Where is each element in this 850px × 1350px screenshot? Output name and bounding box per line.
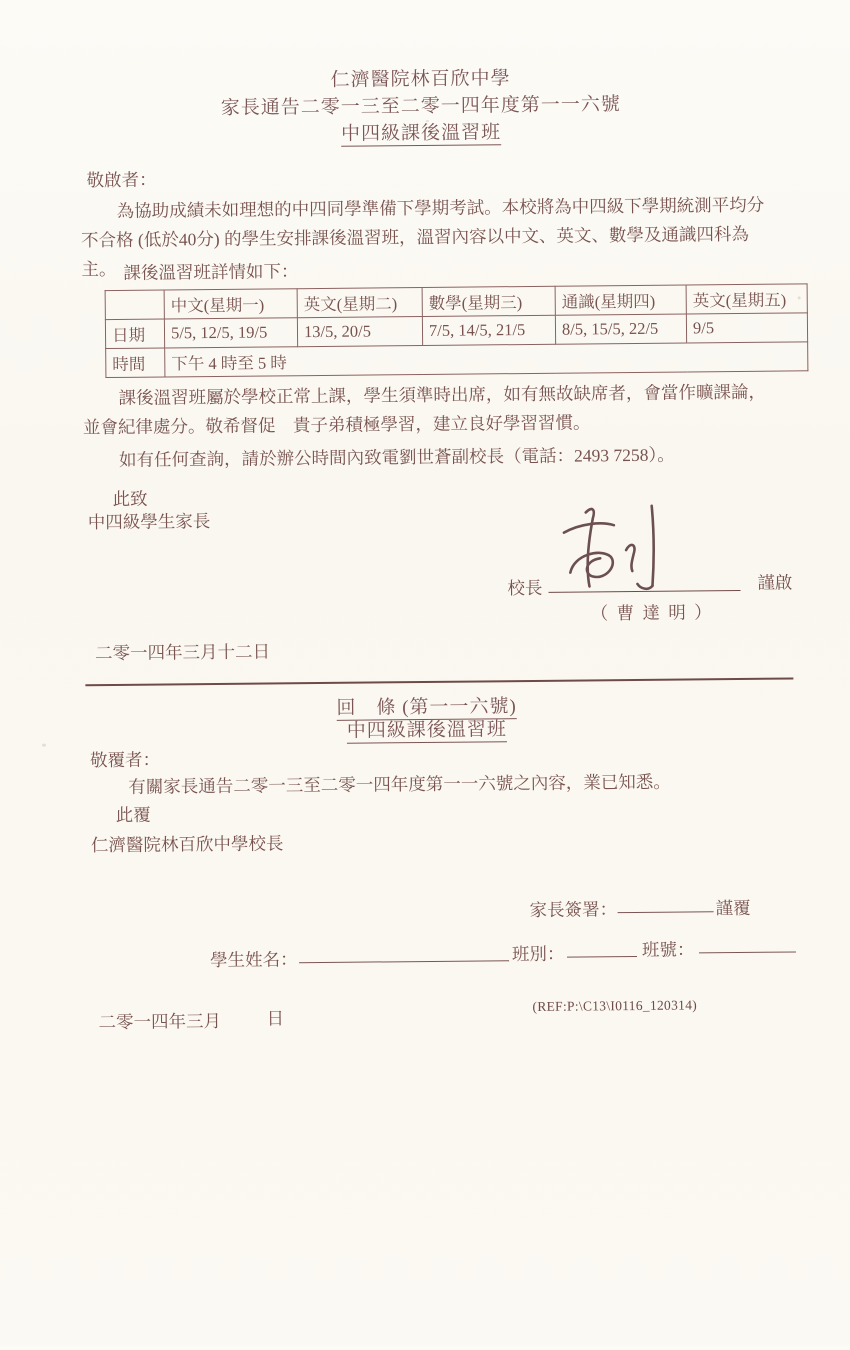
col-chinese-monday: 中文(星期一) xyxy=(164,289,297,319)
reply-closing: 此覆 xyxy=(115,804,151,825)
reply-date-suffix: 日 xyxy=(266,1008,285,1029)
principal-signature-image xyxy=(552,497,713,599)
school-name: 仁濟醫院林百欣中學 xyxy=(330,68,511,91)
principal-role-label: 校長 xyxy=(507,577,543,599)
reply-slip-title: 回 條 (第一一六號) xyxy=(336,696,517,719)
closing-phrase: 此致 xyxy=(112,488,148,509)
enquiry-paragraph: 如有任何查詢，請於辦公時間內致電劉世蒼副校長（電話：2493 7258）。 xyxy=(119,444,675,470)
notice-date: 二零一四年三月十二日 xyxy=(94,641,271,664)
reply-slip-subtitle: 中四級課後溫習班 xyxy=(346,719,507,742)
time-value: 下午 4 時至 5 時 xyxy=(165,342,808,377)
class-line xyxy=(567,939,637,958)
scan-speck xyxy=(426,120,429,122)
notice-number: 家長通告二零一三至二零一四年度第一一六號 xyxy=(220,94,621,119)
scan-speck xyxy=(798,296,801,299)
reply-acknowledgement: 有關家長通告二零一三至二零一四年度第一一六號之內容，業已知悉。 xyxy=(128,771,671,797)
intro-paragraph: 為協助成績未如理想的中四同學準備下學期考試。本校將為中四級下學期統測平均分不合格 (低於40分) 的學生安排課後溫習班，溫習內容以中文、英文、數學及通識四科為主。 xyxy=(81,194,765,280)
parent-sign-off: 謹覆 xyxy=(715,897,751,919)
parent-signature-label: 家長簽署： xyxy=(529,899,618,921)
student-name-label: 學生姓名： xyxy=(209,949,298,971)
principal-sign-off: 謹啟 xyxy=(757,572,793,593)
table-row-time xyxy=(106,342,808,378)
col-english-friday: 英文(星期五) xyxy=(686,284,807,314)
parent-signature-line xyxy=(617,894,713,913)
dates-chinese: 5/5, 12/5, 19/5 xyxy=(164,318,297,348)
row-label-date: 日期 xyxy=(105,319,164,349)
attendance-paragraph: 課後溫習班屬於學校正常上課，學生須準時出席，如有無故缺席者，會當作曠課論，並會紀律處分。敬希督促 貴子弟積極學習，建立良好學習習慣。 xyxy=(82,381,767,438)
dates-english-fri: 9/5 xyxy=(686,313,807,343)
row-label-time: 時間 xyxy=(106,348,165,378)
tear-off-divider xyxy=(85,677,793,686)
addressee: 中四級學生家長 xyxy=(87,511,211,533)
col-english-tuesday: 英文(星期二) xyxy=(297,288,422,318)
schedule-intro: 課後溫習班詳情如下： xyxy=(123,261,299,283)
dates-maths: 7/5, 14/5, 21/5 xyxy=(422,315,555,345)
reply-addressee: 仁濟醫院林百欣中學校長 xyxy=(90,833,284,856)
dates-english-tue: 13/5, 20/5 xyxy=(297,317,422,347)
schedule-table xyxy=(105,283,809,378)
principal-name: （ 曹 達 明 ） xyxy=(590,602,714,624)
ref-code: (REF:P:\C13\I0116_120314) xyxy=(532,997,698,1014)
salutation: 敬啟者： xyxy=(86,169,157,191)
class-label: 班別： xyxy=(511,943,565,965)
class-no-label: 班號： xyxy=(641,939,695,960)
student-name-line xyxy=(299,943,509,963)
col-maths-wednesday: 數學(星期三) xyxy=(422,286,555,316)
corner-cell xyxy=(105,290,164,320)
class-no-line xyxy=(699,934,796,953)
col-ls-thursday: 通識(星期四) xyxy=(555,285,686,315)
scan-speck xyxy=(42,744,46,747)
reply-salutation: 敬覆者： xyxy=(90,749,161,771)
dates-ls: 8/5, 15/5, 22/5 xyxy=(555,314,686,344)
notice-subject: 中四級課後溫習班 xyxy=(341,122,502,145)
reply-date-prefix: 二零一四年三月 xyxy=(98,1010,222,1033)
